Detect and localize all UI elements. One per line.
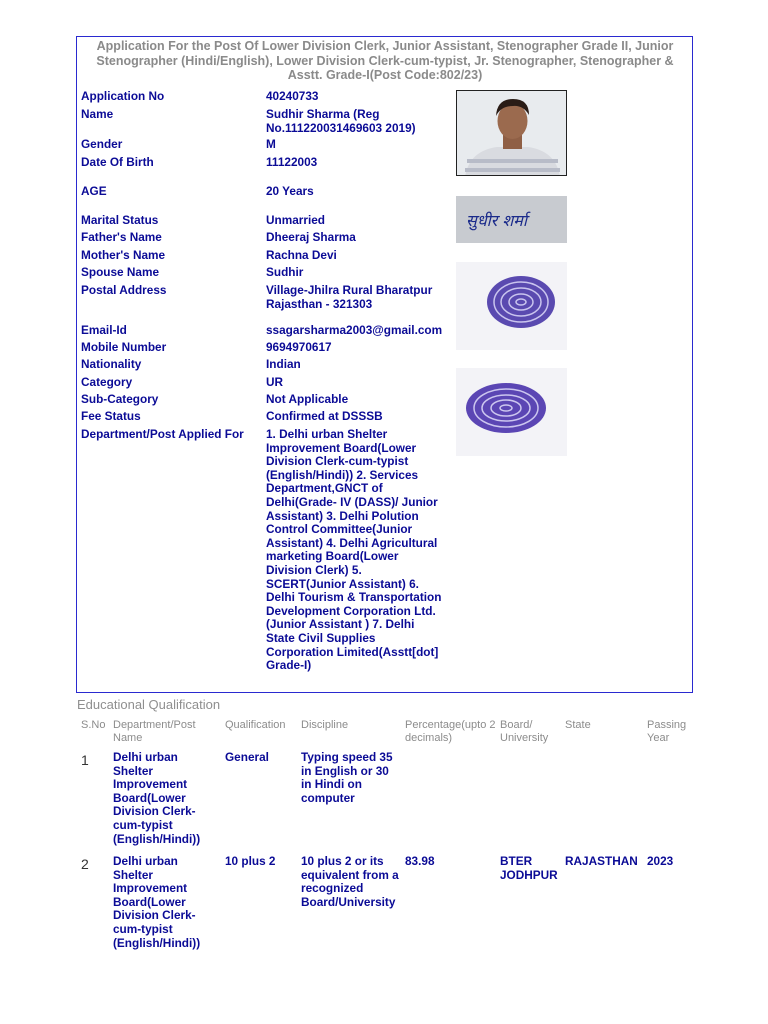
row-2-sno: 2 — [81, 856, 89, 872]
row-1-qualification: General — [225, 750, 269, 764]
name-value: Sudhir Sharma (Reg No.111220031469603 2019) — [266, 107, 416, 135]
postal-address-label: Postal Address — [81, 283, 167, 297]
column-header-board: Board/ University — [500, 719, 549, 744]
column-header-sno: S.No — [81, 719, 106, 731]
father-name-label: Father's Name — [81, 230, 162, 244]
email-label: Email-Id — [81, 323, 127, 337]
row-1-discipline: Typing speed 35 in English or 30 in Hindi on computer — [301, 750, 393, 805]
row-2-state: RAJASTHAN — [565, 854, 638, 868]
right-thumb-impression — [456, 368, 567, 456]
row-2-percentage: 83.98 — [405, 854, 435, 868]
mobile-value: 9694970617 — [266, 340, 332, 354]
applicant-signature — [456, 196, 567, 243]
row-2-post: Delhi urban Shelter Improvement Board(Lower Division Clerk-cum-typist (English/Hindi)) — [113, 854, 201, 950]
application-no-value: 40240733 — [266, 89, 319, 103]
posts-applied-label: Department/Post Applied For — [81, 427, 244, 441]
education-heading: Educational Qualification — [77, 697, 221, 712]
age-label: AGE — [81, 184, 107, 198]
fee-status-label: Fee Status — [81, 409, 141, 423]
application-title: Application For the Post Of Lower Division Clerk, Junior Assistant, Stenographer Grade II, Junior Stenographer (Hindi/English), Lower Division Clerk-cum-typist, Jr. Stenographer, Stenographer & Asstt. Grade-I(Post Code:802/23) — [96, 39, 674, 82]
postal-address-value: Village-Jhilra Rural Bharatpur Rajasthan - 321303 — [266, 283, 433, 311]
father-name-value: Dheeraj Sharma — [266, 230, 356, 244]
column-header-percentage: Percentage(upto 2 decimals) — [405, 719, 496, 744]
spouse-name-label: Spouse Name — [81, 265, 160, 279]
application-no-label: Application No — [81, 89, 165, 103]
mobile-label: Mobile Number — [81, 340, 167, 354]
signature-text: सुधीर शर्मा — [466, 211, 528, 230]
posts-applied-value: 1. Delhi urban Shelter Improvement Board(Lower Division Clerk-cum-typist (English/Hindi)) 2. Services Department,GNCT of Delhi(Grade- IV (DASS)/ Junior Assistant) 3. Delhi Polution Control Committee(Junior Assistant) 4. Delhi Agricultural marketing Board(Lower Division Clerk) 5. SCERT(Junior Assistant) 6. Delhi Tourism & Transportation Development Corporation Ltd.(Junior Assistant ) 7. Delhi State Civil Supplies Corporation Limited(Asstt[dot] Grade-I) — [266, 427, 442, 673]
sub-category-label: Sub-Category — [81, 392, 159, 406]
email-value: ssagarsharma2003@gmail.com — [266, 323, 443, 337]
gender-label: Gender — [81, 137, 123, 151]
mother-name-label: Mother's Name — [81, 248, 166, 262]
dob-label: Date Of Birth — [81, 155, 154, 169]
mother-name-value: Rachna Devi — [266, 248, 337, 262]
fee-status-value: Confirmed at DSSSB — [266, 409, 383, 423]
marital-status-label: Marital Status — [81, 213, 159, 227]
column-header-state: State — [565, 719, 591, 731]
row-1-sno: 1 — [81, 752, 89, 768]
marital-status-value: Unmarried — [266, 213, 326, 227]
age-value: 20 Years — [266, 184, 314, 198]
left-thumb-impression — [456, 262, 567, 350]
nationality-value: Indian — [266, 357, 301, 371]
column-header-discipline: Discipline — [301, 719, 349, 731]
gender-value: M — [266, 137, 276, 151]
spouse-name-value: Sudhir — [266, 265, 304, 279]
column-header-post: Department/Post Name — [113, 719, 196, 744]
applicant-photo — [456, 90, 567, 176]
name-label: Name — [81, 107, 114, 121]
row-2-year: 2023 — [647, 854, 674, 868]
category-value: UR — [266, 375, 284, 389]
row-1-post: Delhi urban Shelter Improvement Board(Lower Division Clerk-cum-typist (English/Hindi)) — [113, 750, 201, 846]
nationality-label: Nationality — [81, 357, 142, 371]
row-2-board: BTER JODHPUR — [500, 854, 558, 882]
row-2-discipline: 10 plus 2 or its equivalent from a recognized Board/University — [301, 854, 399, 909]
column-header-year: Passing Year — [647, 719, 687, 744]
category-label: Category — [81, 375, 133, 389]
column-header-qualification: Qualification — [225, 719, 286, 731]
row-2-qualification: 10 plus 2 — [225, 854, 276, 868]
sub-category-value: Not Applicable — [266, 392, 349, 406]
dob-value: 11122003 — [266, 155, 318, 169]
